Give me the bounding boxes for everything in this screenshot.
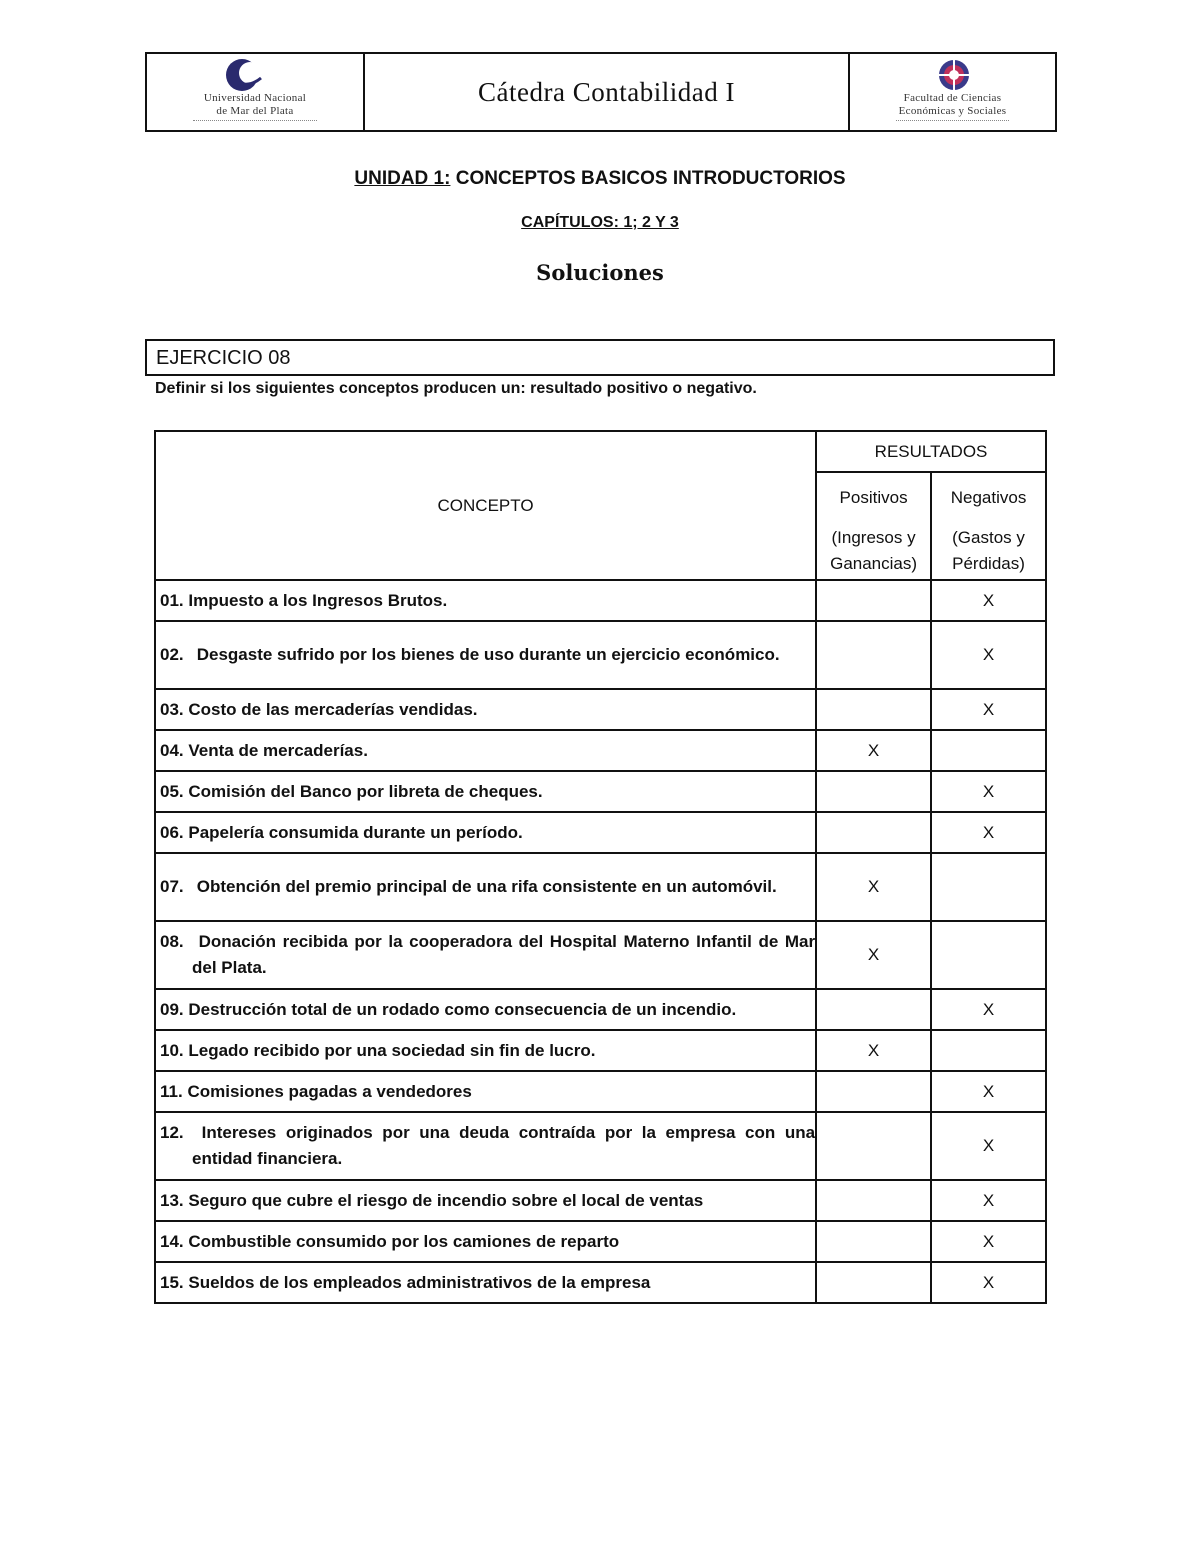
negative-mark bbox=[931, 853, 1046, 921]
concept-number: 06. bbox=[160, 822, 184, 842]
table-row bbox=[155, 730, 1046, 771]
concept-text: Venta de mercaderías. bbox=[188, 740, 368, 760]
positive-mark: X bbox=[816, 730, 931, 771]
positive-mark bbox=[816, 1262, 931, 1303]
concept-number: 09. bbox=[160, 999, 184, 1019]
concept-cell bbox=[155, 689, 816, 730]
concept-text: Sueldos de los empleados administrativos de la empresa bbox=[188, 1272, 651, 1292]
concept-text: Intereses originados por una deuda contraída por la empresa con una entidad financiera. bbox=[192, 1123, 816, 1168]
solutions-title: Soluciones bbox=[536, 260, 664, 285]
concept-number: 14. bbox=[160, 1231, 184, 1251]
negative-detail: (Gastos y Pérdidas) bbox=[952, 528, 1025, 573]
negative-mark bbox=[931, 730, 1046, 771]
university-dotted-rule bbox=[193, 120, 317, 121]
results-table bbox=[154, 430, 1047, 1304]
university-logo-cell bbox=[147, 54, 365, 130]
table-row bbox=[155, 1180, 1046, 1221]
university-line2: de Mar del Plata bbox=[216, 105, 294, 117]
negative-header bbox=[931, 472, 1046, 580]
positive-mark bbox=[816, 812, 931, 853]
concept-cell bbox=[155, 812, 816, 853]
concept-text: Comisiones pagadas a vendedores bbox=[187, 1081, 472, 1101]
negative-mark: X bbox=[931, 1071, 1046, 1112]
concept-number: 15. bbox=[160, 1272, 184, 1292]
concept-text: Destrucción total de un rodado como consecuencia de un incendio. bbox=[188, 999, 737, 1019]
concept-number: 07. bbox=[160, 877, 184, 896]
concept-cell bbox=[155, 989, 816, 1030]
table-row bbox=[155, 689, 1046, 730]
unit-name: CONCEPTOS BASICOS INTRODUCTORIOS bbox=[450, 168, 846, 189]
negative-mark: X bbox=[931, 689, 1046, 730]
negative-mark: X bbox=[931, 1262, 1046, 1303]
table-row bbox=[155, 812, 1046, 853]
positive-mark: X bbox=[816, 1030, 931, 1071]
concept-cell bbox=[155, 921, 816, 989]
positive-mark bbox=[816, 689, 931, 730]
positive-mark bbox=[816, 1112, 931, 1180]
catedra-title: Cátedra Contabilidad I bbox=[478, 76, 735, 107]
concept-number: 10. bbox=[160, 1040, 184, 1060]
table-row bbox=[155, 771, 1046, 812]
positive-mark bbox=[816, 1071, 931, 1112]
exercise-description: Definir si los siguientes conceptos producen un: resultado positivo o negativo. bbox=[155, 380, 757, 397]
concept-text: Combustible consumido por los camiones de reparto bbox=[188, 1231, 620, 1251]
concept-cell bbox=[155, 1262, 816, 1303]
concept-cell bbox=[155, 621, 816, 689]
concept-cell bbox=[155, 853, 816, 921]
concept-text: Impuesto a los Ingresos Brutos. bbox=[188, 590, 448, 610]
unit-label: UNIDAD 1: bbox=[354, 168, 451, 189]
negative-mark: X bbox=[931, 1180, 1046, 1221]
concept-number: 08. bbox=[160, 932, 184, 951]
positive-header bbox=[816, 472, 931, 580]
university-line1: Universidad Nacional bbox=[203, 92, 307, 104]
positive-mark bbox=[816, 989, 931, 1030]
table-row bbox=[155, 989, 1046, 1030]
concept-cell bbox=[155, 730, 816, 771]
concept-cell bbox=[155, 580, 816, 621]
faculty-line1: Facultad de Ciencias bbox=[903, 92, 1002, 104]
concept-number: 01. bbox=[160, 590, 184, 610]
concept-number: 04. bbox=[160, 740, 184, 760]
negative-mark: X bbox=[931, 771, 1046, 812]
concept-text: Obtención del premio principal de una rifa consistente en un automóvil. bbox=[196, 877, 777, 896]
concept-number: 11. bbox=[160, 1081, 183, 1101]
negative-mark: X bbox=[931, 1221, 1046, 1262]
negative-label: Negativos bbox=[950, 488, 1027, 507]
concept-text: Costo de las mercaderías vendidas. bbox=[188, 699, 478, 719]
concept-number: 03. bbox=[160, 699, 184, 719]
faculty-name bbox=[850, 92, 1055, 118]
table-header-row bbox=[155, 431, 1046, 472]
negative-mark bbox=[931, 921, 1046, 989]
table-row bbox=[155, 1221, 1046, 1262]
table-row bbox=[155, 853, 1046, 921]
concept-text: Papelería consumida durante un período. bbox=[188, 822, 523, 842]
negative-mark: X bbox=[931, 580, 1046, 621]
positive-label: Positivos bbox=[839, 488, 908, 507]
results-header: RESULTADOS bbox=[816, 431, 1046, 472]
university-name bbox=[147, 92, 363, 118]
exercise-title: EJERCICIO 08 bbox=[145, 339, 1055, 376]
catedra-title-cell bbox=[365, 54, 850, 130]
negative-mark: X bbox=[931, 621, 1046, 689]
faculty-line2: Económicas y Sociales bbox=[898, 105, 1007, 117]
positive-detail: (Ingresos y Ganancias) bbox=[830, 528, 918, 573]
university-logo-icon bbox=[223, 58, 265, 92]
table-row bbox=[155, 1071, 1046, 1112]
positive-mark bbox=[816, 1221, 931, 1262]
concept-number: 05. bbox=[160, 781, 184, 801]
concept-number: 13. bbox=[160, 1190, 184, 1210]
concept-cell bbox=[155, 1030, 816, 1071]
concept-number: 02. bbox=[160, 645, 184, 664]
faculty-logo-icon bbox=[935, 58, 973, 92]
table-row bbox=[155, 621, 1046, 689]
table-row bbox=[155, 921, 1046, 989]
positive-mark: X bbox=[816, 853, 931, 921]
chapters-title: CAPÍTULOS: 1; 2 Y 3 bbox=[521, 214, 679, 231]
faculty-dotted-rule bbox=[896, 120, 1009, 121]
concept-cell bbox=[155, 1112, 816, 1180]
positive-mark: X bbox=[816, 921, 931, 989]
table-row bbox=[155, 1112, 1046, 1180]
positive-mark bbox=[816, 580, 931, 621]
negative-mark bbox=[931, 1030, 1046, 1071]
concept-cell bbox=[155, 1180, 816, 1221]
table-row bbox=[155, 1030, 1046, 1071]
document-header bbox=[145, 52, 1057, 132]
positive-mark bbox=[816, 771, 931, 812]
negative-mark: X bbox=[931, 812, 1046, 853]
positive-mark bbox=[816, 621, 931, 689]
concept-cell bbox=[155, 1221, 816, 1262]
concept-number: 12. bbox=[160, 1123, 184, 1142]
concept-cell bbox=[155, 1071, 816, 1112]
concept-text: Comisión del Banco por libreta de cheques. bbox=[188, 781, 543, 801]
concept-text: Donación recibida por la cooperadora del Hospital Materno Infantil de Mar del Plata. bbox=[192, 932, 816, 977]
positive-mark bbox=[816, 1180, 931, 1221]
negative-mark: X bbox=[931, 989, 1046, 1030]
negative-mark: X bbox=[931, 1112, 1046, 1180]
table-row bbox=[155, 580, 1046, 621]
faculty-logo-cell bbox=[850, 54, 1055, 130]
unit-title bbox=[0, 168, 1200, 190]
table-row bbox=[155, 1262, 1046, 1303]
concept-text: Legado recibido por una sociedad sin fin de lucro. bbox=[188, 1040, 596, 1060]
concept-text: Desgaste sufrido por los bienes de uso durante un ejercicio económico. bbox=[196, 645, 780, 664]
concept-header: CONCEPTO bbox=[155, 431, 816, 580]
concept-cell bbox=[155, 771, 816, 812]
concept-text: Seguro que cubre el riesgo de incendio sobre el local de ventas bbox=[188, 1190, 704, 1210]
